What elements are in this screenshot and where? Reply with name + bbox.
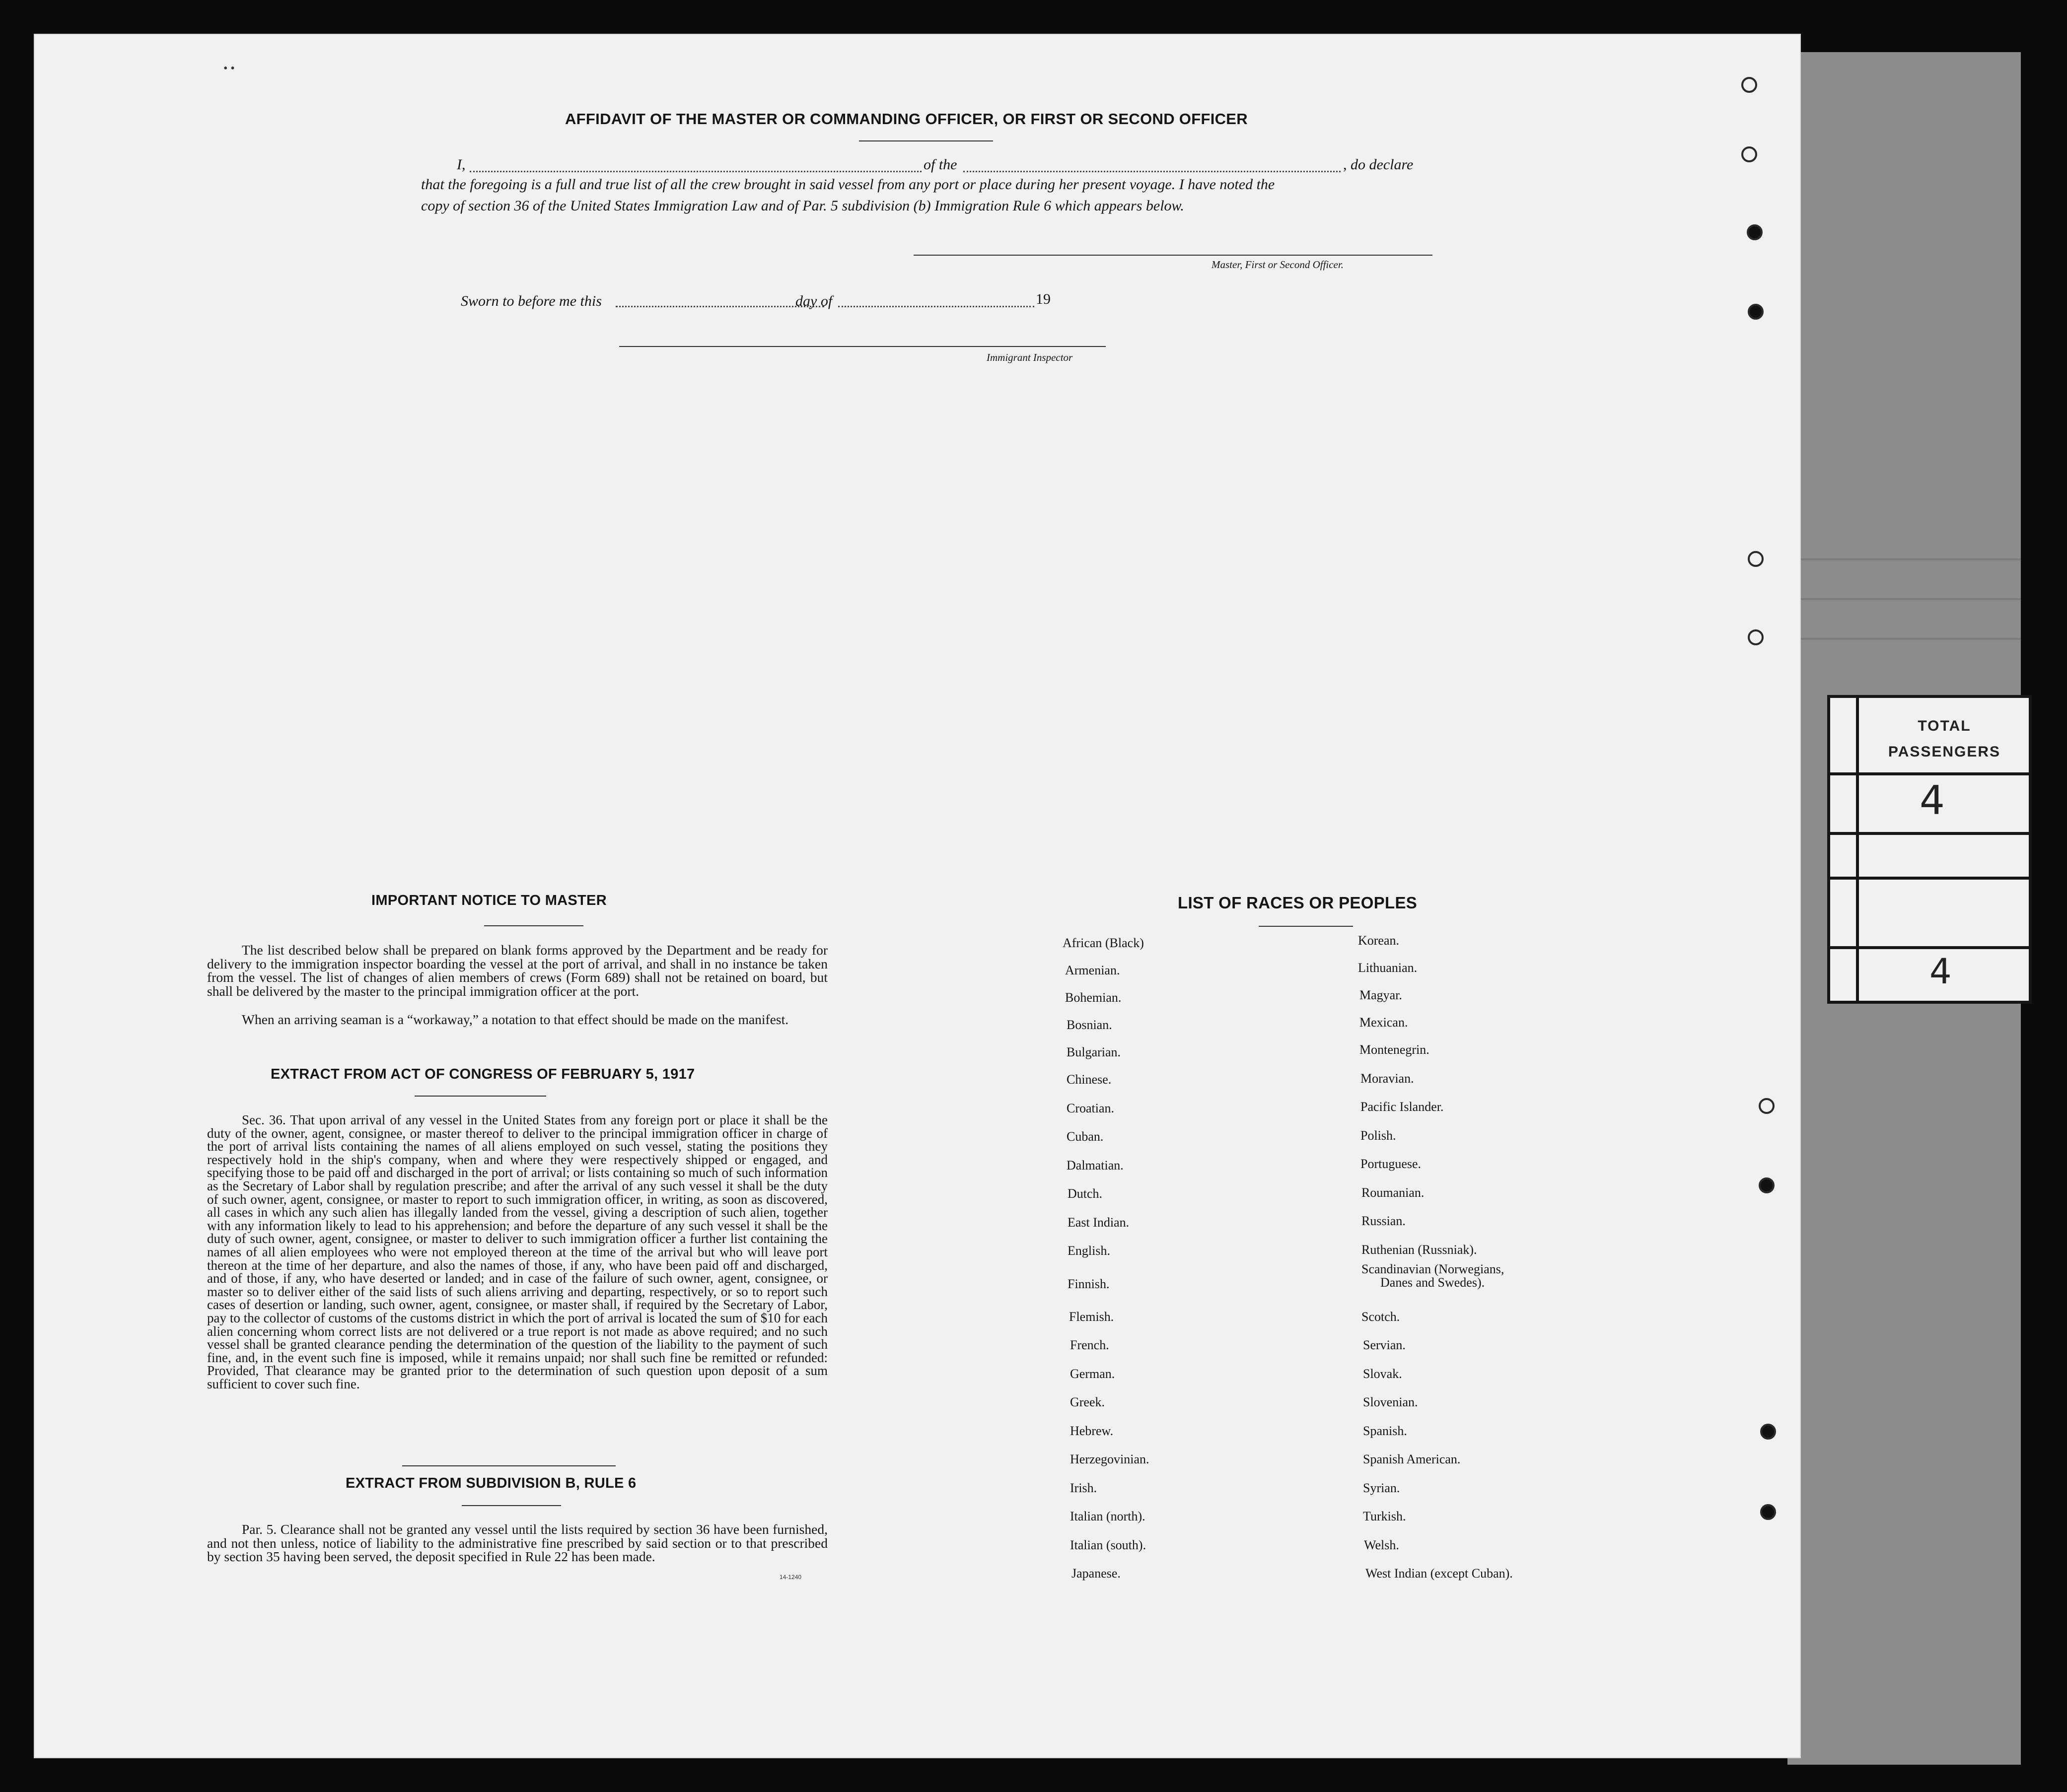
race-item: Pacific Islander. — [1360, 1100, 1444, 1114]
total-passengers-box — [1827, 695, 2032, 1004]
race-item: East Indian. — [1068, 1215, 1130, 1230]
race-item: Turkish. — [1363, 1509, 1406, 1523]
race-item: Polish. — [1360, 1128, 1396, 1143]
race-item: Finnish. — [1068, 1277, 1110, 1291]
binding-hole — [1759, 1177, 1775, 1193]
binding-hole — [1741, 77, 1757, 93]
binding-hole — [1748, 304, 1764, 320]
race-item: Mexican. — [1359, 1015, 1408, 1030]
race-item: Syrian. — [1363, 1481, 1400, 1495]
binding-hole — [1760, 1424, 1776, 1440]
race-item: West Indian (except Cuban). — [1365, 1566, 1513, 1581]
affidavit-title: AFFIDAVIT OF THE MASTER OR COMMANDING OFFICER, OR FIRST OR SECOND OFFICER — [565, 110, 1248, 128]
race-item: Spanish. — [1363, 1424, 1407, 1438]
race-item: English. — [1068, 1243, 1110, 1258]
form-number: 14-1240 — [780, 1574, 802, 1581]
inspector-label: Immigrant Inspector — [987, 351, 1073, 363]
sworn-label: Sworn to before me this — [461, 293, 602, 309]
race-item: Chinese. — [1067, 1072, 1112, 1087]
race-item: Scandinavian (Norwegians, — [1361, 1262, 1504, 1276]
notice-title: IMPORTANT NOTICE TO MASTER — [371, 893, 607, 908]
binding-hole — [1747, 224, 1763, 240]
signature-label: Master, First or Second Officer. — [1212, 259, 1344, 271]
race-item: Italian (north). — [1070, 1509, 1145, 1523]
of-the-label: of the — [924, 156, 957, 173]
race-continuation: Danes and Swedes). — [1380, 1275, 1485, 1290]
passengers-label: PASSENGERS — [1888, 744, 2001, 760]
race-item: Russian. — [1361, 1214, 1406, 1228]
act-title: EXTRACT FROM ACT OF CONGRESS OF FEBRUARY 5, 1917 — [271, 1066, 695, 1082]
races-title: LIST OF RACES OR PEOPLES — [1178, 894, 1418, 912]
rule-paragraph: Par. 5. Clearance shall not be granted any vessel until the lists required by section 36 have been furnished, and not then unless, notice of liability to the administrative fine prescribed by said section or to that prescribed by section 35 having been served, the deposit specified in Rule 22 has been made. — [207, 1521, 828, 1564]
year-prefix: 19 — [1036, 291, 1051, 307]
race-item: Cuban. — [1067, 1129, 1104, 1144]
act-section-body: That upon arrival of any vessel in the United States from any foreign port or place it shall be the duty of the owner, agent, consignee, or master thereof to deliver to the principal immigration officer in charge of the port of arrival lists containing the names of all aliens employed on such vessel, stating the positions they respectively hold in the ship's company, when and where they were respectively shipped or engaged, and specifying those to be paid off and discharged in the port of arrival; or lists containing so much of such information as the Secretary of Labor shall by regulation prescribe; and after the arrival of any such vessel it shall be the duty of such owner, agent, consignee, or master to report to such immigration officer, in writing, as soon as discovered, all cases in which any such alien has illegally landed from the vessel, giving a description of such alien, together with any information likely to lead to his apprehension; and before the departure of any such vessel it shall be the duty of such owner, agent, consignee, or master to deliver to such immigration officer a further list containing the names of all alien employees who were not employed thereon at the time of the arrival but who will leave port thereon at the time of her departure, and also the names of those, if any, who have been paid off and discharged, and of those, if any, who have deserted or landed; and in case of the failure of such owner, agent, consignee, or master so to deliver either of the said lists of such aliens arriving and departing, respectively, or so to report such cases of desertion or landing, such owner, agent, consignee, or master shall, if required by the Secretary of Labor, pay to the collector of customs of the customs district in which the port of arrival is located the sum of $10 for each alien concerning whom correct lists are not delivered or a true report is not made as above required; and no such vessel shall be granted clearance pending the determination of the question of the liability to the payment of such fine, and, in the event such fine is imposed, while it remains unpaid; nor shall such fine be remitted or refunded: Provided, That clearance may be granted prior to the determination of such question upon deposit of a sum sufficient to cover such fine. — [207, 1112, 828, 1391]
race-item: Slovak. — [1363, 1367, 1402, 1381]
act-section-36 — [207, 1113, 828, 1390]
race-item: Japanese. — [1071, 1566, 1121, 1581]
race-item: Hebrew. — [1070, 1424, 1114, 1438]
binding-hole — [1759, 1098, 1775, 1114]
race-item: Flemish. — [1069, 1310, 1114, 1324]
race-item: Armenian. — [1065, 963, 1120, 977]
total-passengers-value-2: 4 — [1929, 951, 1952, 992]
race-item: Lithuanian. — [1358, 961, 1418, 975]
race-item: Dalmatian. — [1067, 1158, 1124, 1172]
race-item: Montenegrin. — [1359, 1042, 1429, 1057]
affidavit-line-2: that the foregoing is a full and true list of all the crew brought in said vessel from any port or place during her present voyage. I have noted the — [421, 176, 1275, 193]
day-of-label: day of — [795, 293, 833, 309]
race-item: French. — [1070, 1338, 1109, 1352]
race-item: Irish. — [1070, 1481, 1097, 1495]
race-item: Croatian. — [1067, 1101, 1115, 1115]
race-item: Slovenian. — [1363, 1395, 1418, 1409]
total-label: TOTAL — [1918, 718, 1971, 734]
binding-hole — [1748, 551, 1764, 567]
race-item: Portuguese. — [1360, 1157, 1422, 1171]
race-item: Greek. — [1070, 1395, 1105, 1409]
affidavit-sheet — [35, 35, 1800, 1757]
race-item: Bosnian. — [1067, 1018, 1112, 1032]
affidavit-line-3: copy of section 36 of the United States Immigration Law and of Par. 5 subdivision (b) Immigration Rule 6 which appears below. — [421, 198, 1184, 214]
notice-paragraph-2: When an arriving seaman is a “workaway,” a notation to that effect should be made on the manifest. — [242, 1012, 789, 1027]
act-section-label: Sec. 36. — [242, 1112, 286, 1127]
race-item: Herzegovinian. — [1070, 1452, 1149, 1466]
binding-hole — [1748, 629, 1764, 645]
race-item: Spanish American. — [1363, 1452, 1461, 1466]
race-item: Servian. — [1363, 1338, 1406, 1352]
race-item: Scotch. — [1361, 1310, 1400, 1324]
race-item: Magyar. — [1359, 988, 1402, 1002]
race-item: Welsh. — [1364, 1538, 1399, 1552]
race-item: Dutch. — [1068, 1186, 1103, 1201]
binding-hole — [1741, 146, 1757, 162]
corner-mark: • • — [223, 62, 235, 75]
declare-label: , do declare — [1343, 156, 1414, 173]
rule-title: EXTRACT FROM SUBDIVISION B, RULE 6 — [346, 1475, 637, 1491]
declarant-name-field[interactable] — [470, 171, 922, 172]
race-item: Ruthenian (Russniak). — [1361, 1242, 1477, 1257]
race-item: Bohemian. — [1065, 990, 1122, 1005]
sworn-month-field[interactable] — [838, 306, 1034, 307]
race-item: Moravian. — [1360, 1071, 1414, 1086]
race-item: Italian (south). — [1070, 1538, 1146, 1552]
race-item: African (Black) — [1063, 936, 1144, 950]
declarant-prefix: I, — [457, 156, 466, 173]
race-item: Roumanian. — [1361, 1185, 1425, 1200]
total-passengers-value: 4 — [1920, 777, 1945, 824]
binding-hole — [1760, 1504, 1776, 1520]
race-item: German. — [1070, 1367, 1115, 1381]
race-item: Bulgarian. — [1067, 1045, 1121, 1059]
sworn-day-field[interactable] — [616, 306, 824, 307]
notice-paragraph-1: The list described below shall be prepared on blank forms approved by the Department and be ready for delivery to the immigration inspector boarding the vessel at the port of arrival, and shall in no instance be taken from the vessel. The list of changes of alien members of crews (Form 689) shall not be retained on board, but shall be delivered by the master to the principal immigration officer at the port. — [207, 942, 828, 999]
vessel-name-field[interactable] — [963, 171, 1341, 172]
race-item: Korean. — [1358, 933, 1400, 948]
